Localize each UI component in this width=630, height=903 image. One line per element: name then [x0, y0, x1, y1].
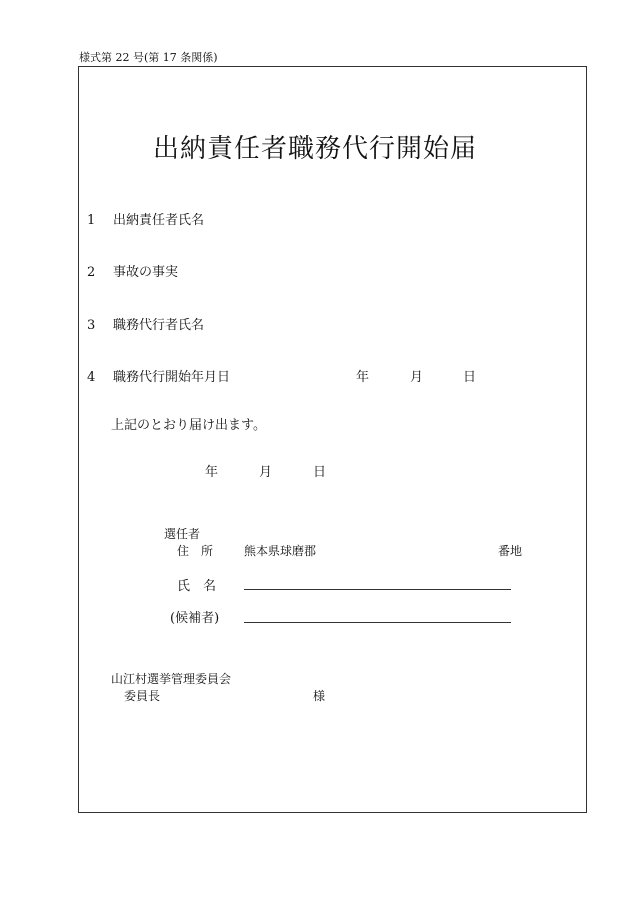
form-number-label: 様式第 22 号(第 17 条関係) [79, 51, 218, 64]
form-title: 出納責任者職務代行開始届 [152, 134, 477, 164]
start-date-year-unit: 年 [356, 370, 370, 385]
item-number: 4 [87, 370, 96, 385]
item-label: 職務代行開始年月日 [113, 370, 231, 385]
name-label: 氏 名 [177, 579, 217, 594]
start-date-month-unit: 月 [410, 370, 424, 385]
statement-text: 上記のとおり届け出ます。 [111, 418, 266, 433]
item-label: 職務代行者氏名 [113, 318, 205, 333]
item-treasurer-name [87, 209, 204, 228]
submit-date-year-unit: 年 [205, 465, 219, 480]
candidate-signature-line [244, 622, 511, 623]
recipient-honorific: 様 [313, 689, 326, 703]
item-label: 事故の事実 [113, 265, 179, 280]
item-label: 出納責任者氏名 [113, 213, 205, 228]
item-start-date [87, 366, 230, 385]
recipient-org: 山江村選挙管理委員会 [111, 672, 232, 686]
item-accident-facts [87, 261, 178, 280]
recipient-title: 委員長 [124, 689, 161, 703]
submit-date-month-unit: 月 [259, 465, 273, 480]
start-date-day-unit: 日 [463, 370, 477, 385]
item-number: 3 [87, 318, 96, 333]
item-number: 2 [87, 265, 96, 280]
address-label: 住 所 [177, 544, 214, 558]
item-acting-person-name [87, 314, 204, 333]
appointer-heading: 選任者 [164, 527, 201, 541]
address-suffix: 番地 [498, 544, 523, 558]
candidate-label: (候補者) [170, 611, 220, 626]
name-signature-line [244, 589, 511, 590]
address-prefix: 熊本県球磨郡 [244, 544, 317, 558]
submit-date-day-unit: 日 [313, 465, 327, 480]
item-number: 1 [87, 213, 96, 228]
